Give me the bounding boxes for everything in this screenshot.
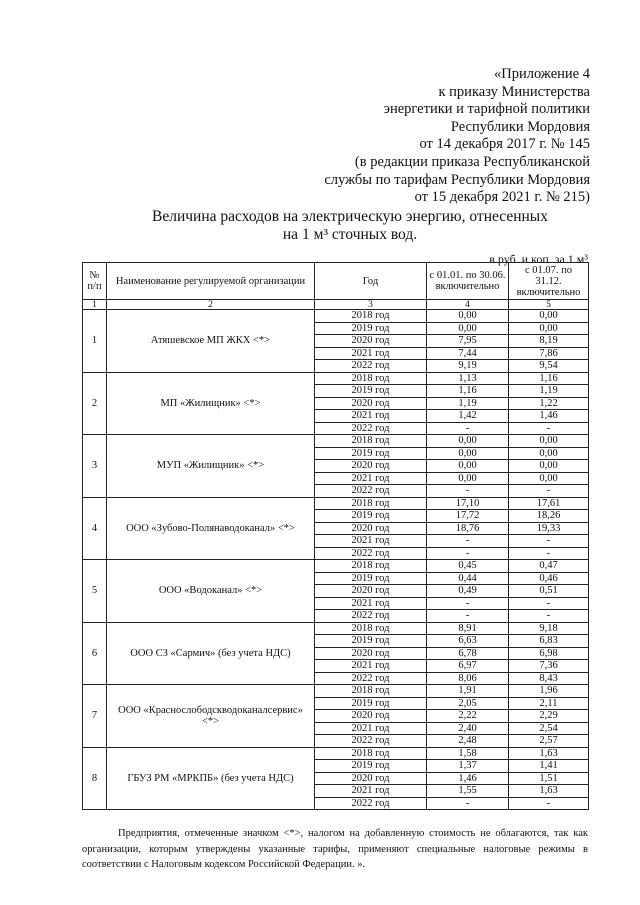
value-period2: 0,51: [509, 585, 589, 598]
value-period1: -: [427, 547, 509, 560]
value-period2: 0,00: [509, 447, 589, 460]
appendix-header: [260, 66, 590, 207]
value-period1: 1,55: [427, 785, 509, 798]
value-period1: 2,48: [427, 735, 509, 748]
table-row: [83, 622, 589, 635]
value-period2: 2,57: [509, 735, 589, 748]
units-label: в руб. и коп. за 1 м³: [489, 252, 588, 266]
value-period1: 2,22: [427, 710, 509, 723]
header-line: «Приложение 4: [494, 66, 590, 82]
year-cell: 2018 год: [315, 560, 427, 573]
year-cell: 2018 год: [315, 372, 427, 385]
value-period1: 7,95: [427, 335, 509, 348]
title-line: Величина расходов на электрическую энергию, отнесенных: [152, 208, 548, 225]
org-number: 5: [83, 560, 107, 623]
year-cell: 2019 год: [315, 447, 427, 460]
value-period2: 0,00: [509, 472, 589, 485]
value-period1: 9,19: [427, 360, 509, 373]
value-period2: 8,19: [509, 335, 589, 348]
value-period1: -: [427, 597, 509, 610]
value-period2: -: [509, 485, 589, 498]
header-line: Республики Мордовия: [450, 118, 590, 135]
year-cell: 2022 год: [315, 360, 427, 373]
header-period2: с 01.07. по 31.12. включительно: [509, 263, 589, 300]
year-cell: 2019 год: [315, 697, 427, 710]
column-number: 3: [315, 300, 427, 310]
value-period2: 0,00: [509, 310, 589, 323]
org-name: МП «Жилищник» <*>: [107, 372, 315, 435]
column-number: 4: [427, 300, 509, 310]
org-name: ООО «Водоканал» <*>: [107, 560, 315, 623]
value-period1: 17,72: [427, 510, 509, 523]
value-period1: 1,58: [427, 747, 509, 760]
year-cell: 2018 год: [315, 435, 427, 448]
value-period1: 0,00: [427, 460, 509, 473]
value-period2: -: [509, 610, 589, 623]
value-period2: 1,63: [509, 785, 589, 798]
org-number: 3: [83, 435, 107, 498]
value-period2: 7,86: [509, 347, 589, 360]
value-period1: 0,00: [427, 447, 509, 460]
year-cell: 2019 год: [315, 572, 427, 585]
value-period2: -: [509, 547, 589, 560]
value-period1: -: [427, 610, 509, 623]
value-period2: 9,54: [509, 360, 589, 373]
title-line: на 1 м³ сточных вод.: [282, 226, 418, 243]
value-period2: 2,54: [509, 722, 589, 735]
year-cell: 2019 год: [315, 322, 427, 335]
table-row: [83, 497, 589, 510]
value-period1: 6,97: [427, 660, 509, 673]
year-cell: 2021 год: [315, 785, 427, 798]
table-row: [83, 310, 589, 323]
value-period2: 1,22: [509, 397, 589, 410]
org-number: 6: [83, 622, 107, 685]
value-period2: -: [509, 597, 589, 610]
org-name: МУП «Жилищник» <*>: [107, 435, 315, 498]
value-period1: 6,78: [427, 647, 509, 660]
year-cell: 2018 год: [315, 497, 427, 510]
value-period2: 2,11: [509, 697, 589, 710]
year-cell: 2019 год: [315, 760, 427, 773]
year-cell: 2020 год: [315, 647, 427, 660]
year-cell: 2018 год: [315, 685, 427, 698]
year-cell: 2019 год: [315, 635, 427, 648]
table-row: [83, 685, 589, 698]
value-period1: 17,10: [427, 497, 509, 510]
table-body: [83, 310, 589, 810]
org-number: 7: [83, 685, 107, 748]
value-period2: 17,61: [509, 497, 589, 510]
value-period1: 1,46: [427, 772, 509, 785]
year-cell: 2022 год: [315, 610, 427, 623]
value-period2: 1,46: [509, 410, 589, 423]
value-period2: 1,19: [509, 385, 589, 398]
value-period2: 0,00: [509, 322, 589, 335]
year-cell: 2020 год: [315, 522, 427, 535]
value-period1: 18,76: [427, 522, 509, 535]
column-number: 1: [83, 300, 107, 310]
year-cell: 2020 год: [315, 335, 427, 348]
header-org: Наименование регулируемой организации: [107, 263, 315, 300]
year-cell: 2021 год: [315, 597, 427, 610]
value-period2: 9,18: [509, 622, 589, 635]
org-number: 2: [83, 372, 107, 435]
value-period1: 0,49: [427, 585, 509, 598]
header-row: [83, 263, 589, 300]
org-number: 8: [83, 747, 107, 810]
value-period2: 6,83: [509, 635, 589, 648]
year-cell: 2019 год: [315, 510, 427, 523]
column-number: 2: [107, 300, 315, 310]
value-period1: 1,19: [427, 397, 509, 410]
value-period1: -: [427, 485, 509, 498]
header-line: энергетики и тарифной политики: [383, 101, 590, 118]
org-name: ООО СЗ «Сармич» (без учета НДС): [107, 622, 315, 685]
value-period1: 1,37: [427, 760, 509, 773]
year-cell: 2022 год: [315, 422, 427, 435]
value-period1: 0,00: [427, 435, 509, 448]
year-cell: 2022 год: [315, 735, 427, 748]
org-name: Атяшевское МП ЖКХ <*>: [107, 310, 315, 373]
value-period1: 0,44: [427, 572, 509, 585]
footnote-text: Предприятия, отмеченные значком <*>, налогом на добавленную стоимость не облагаются, так как организации, которым утверждены указанные тарифы, применяют специальные налоговые режимы в соответствии с Налоговым кодексом Российской Федерации. ».: [82, 828, 588, 870]
year-cell: 2021 год: [315, 660, 427, 673]
value-period2: 1,51: [509, 772, 589, 785]
org-name: ООО «Краснослободскводоканалсервис» <*>: [107, 685, 315, 748]
value-period2: -: [509, 422, 589, 435]
table-row: [83, 560, 589, 573]
value-period1: 0,00: [427, 322, 509, 335]
tariff-table: [82, 262, 589, 810]
year-cell: 2021 год: [315, 472, 427, 485]
value-period1: 1,13: [427, 372, 509, 385]
value-period1: 0,00: [427, 310, 509, 323]
value-period2: -: [509, 797, 589, 810]
value-period2: 1,63: [509, 747, 589, 760]
table-row: [83, 372, 589, 385]
value-period1: 0,00: [427, 472, 509, 485]
year-cell: 2021 год: [315, 347, 427, 360]
header-line: от 15 декабря 2021 г. № 215): [414, 189, 590, 206]
year-cell: 2020 год: [315, 397, 427, 410]
year-cell: 2020 год: [315, 460, 427, 473]
value-period1: 2,05: [427, 697, 509, 710]
year-cell: 2018 год: [315, 622, 427, 635]
org-number: 4: [83, 497, 107, 560]
table-row: [83, 747, 589, 760]
document-title: [140, 208, 560, 244]
value-period1: 1,16: [427, 385, 509, 398]
year-cell: 2018 год: [315, 747, 427, 760]
header-line: службы по тарифам Республики Мордовия: [324, 171, 590, 188]
value-period2: 1,41: [509, 760, 589, 773]
value-period1: 7,44: [427, 347, 509, 360]
value-period2: 0,47: [509, 560, 589, 573]
value-period1: 2,40: [427, 722, 509, 735]
value-period2: 0,00: [509, 435, 589, 448]
value-period2: 8,43: [509, 672, 589, 685]
value-period2: 1,16: [509, 372, 589, 385]
year-cell: 2020 год: [315, 710, 427, 723]
value-period2: 0,46: [509, 572, 589, 585]
year-cell: 2018 год: [315, 310, 427, 323]
value-period1: 1,42: [427, 410, 509, 423]
table-row: [83, 435, 589, 448]
header-line: (в редакции приказа Республиканской: [354, 153, 590, 170]
column-number-row: [83, 300, 589, 310]
value-period1: 6,63: [427, 635, 509, 648]
column-number: 5: [509, 300, 589, 310]
year-cell: 2021 год: [315, 535, 427, 548]
value-period2: 7,36: [509, 660, 589, 673]
value-period2: 6,98: [509, 647, 589, 660]
value-period2: 2,29: [509, 710, 589, 723]
year-cell: 2022 год: [315, 797, 427, 810]
footnote: [82, 826, 588, 873]
year-cell: 2020 год: [315, 585, 427, 598]
value-period1: 1,91: [427, 685, 509, 698]
year-cell: 2022 год: [315, 672, 427, 685]
value-period1: 8,91: [427, 622, 509, 635]
value-period1: -: [427, 797, 509, 810]
org-name: ГБУЗ РМ «МРКПБ» (без учета НДС): [107, 747, 315, 810]
year-cell: 2021 год: [315, 410, 427, 423]
header-period1: с 01.01. по 30.06. включительно: [427, 263, 509, 300]
year-cell: 2021 год: [315, 722, 427, 735]
year-cell: 2019 год: [315, 385, 427, 398]
value-period2: 19,33: [509, 522, 589, 535]
value-period1: -: [427, 422, 509, 435]
year-cell: 2022 год: [315, 547, 427, 560]
year-cell: 2022 год: [315, 485, 427, 498]
value-period1: 8,06: [427, 672, 509, 685]
header-year: Год: [315, 263, 427, 300]
value-period2: 18,26: [509, 510, 589, 523]
value-period2: 0,00: [509, 460, 589, 473]
header-line: от 14 декабря 2017 г. № 145: [419, 136, 590, 153]
org-name: ООО «Зубово-Полянаводоканал» <*>: [107, 497, 315, 560]
org-number: 1: [83, 310, 107, 373]
value-period2: -: [509, 535, 589, 548]
header-num: № п/п: [83, 263, 107, 300]
header-line: к приказу Министерства: [438, 83, 590, 100]
value-period1: -: [427, 535, 509, 548]
value-period2: 1,96: [509, 685, 589, 698]
year-cell: 2020 год: [315, 772, 427, 785]
value-period1: 0,45: [427, 560, 509, 573]
